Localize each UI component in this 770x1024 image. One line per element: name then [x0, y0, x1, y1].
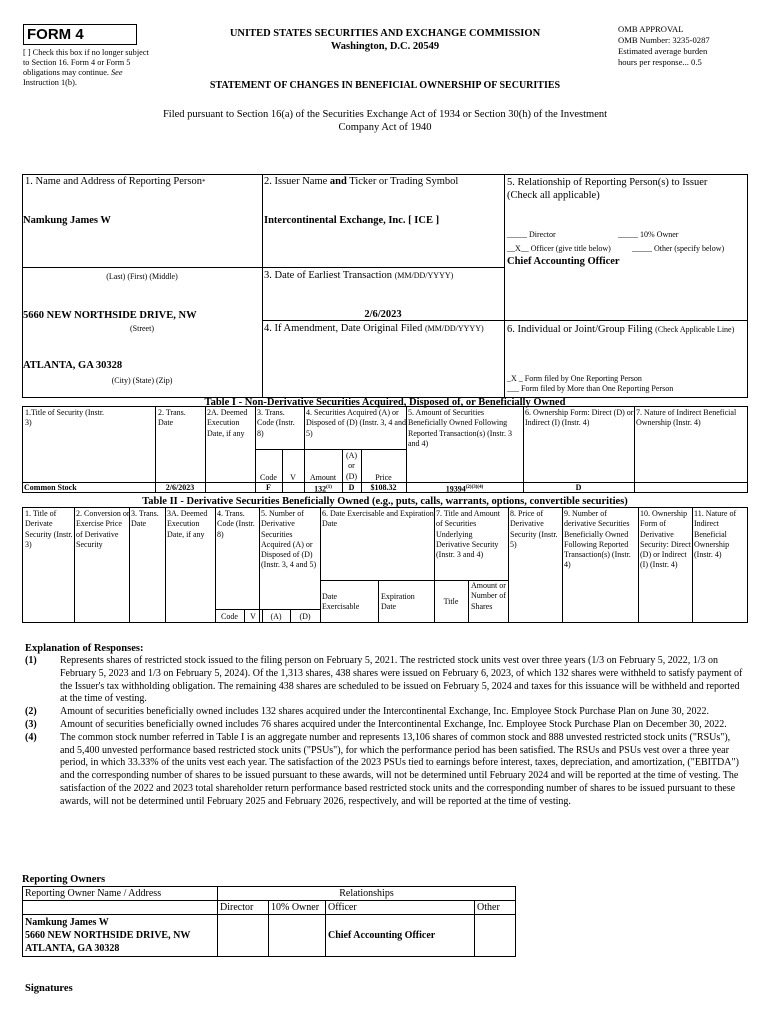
t1-col-date: 2. Trans. Date [158, 408, 186, 428]
filing-one-person-option[interactable]: _X _ Form filed by One Reporting Person [507, 374, 642, 383]
t1-row-form: D [575, 483, 582, 492]
other-checkbox[interactable]: _____ Other (specify below) [632, 244, 725, 253]
form-title: FORM 4 [27, 26, 84, 43]
ro-col-director: Director [218, 901, 269, 915]
statement-title: STATEMENT OF CHANGES IN BENEFICIAL OWNERSHIP OF SECURITIES [209, 80, 561, 91]
ro-row-officer: Chief Accounting Officer [326, 915, 475, 957]
ten-percent-owner-checkbox[interactable]: _____ 10% Owner [618, 230, 679, 239]
ro-col-relationships: Relationships [218, 887, 516, 901]
t1-col-nature: 7. Nature of Indirect Beneficial Ownership (Instr. 4) [636, 408, 737, 428]
t2-col-nature: 11. Nature of Indirect Beneficial Ownership (Instr. 4) [694, 509, 737, 560]
t2-sub-date-exercisable: Date Exercisable [322, 592, 360, 612]
t1-row-price: $108.32 [370, 483, 397, 492]
t2-sub-expiration: Expiration Date [381, 592, 415, 612]
t2-sub-code: Code [221, 612, 238, 621]
filed-pursuant: Filed pursuant to Section 16(a) of the Securities Exchange Act of 1934 or Section 30(h) of the Investment Company Act of 1940 [162, 109, 608, 133]
name-sub-label: (Last) (First) (Middle) [106, 272, 178, 281]
t2-sub-title: Title [443, 597, 459, 606]
ro-col-name: Reporting Owner Name / Address [23, 887, 218, 901]
ro-col-officer: Officer [326, 901, 475, 915]
reporting-owners-heading: Reporting Owners [22, 874, 106, 885]
ro-col-10pct: 10% Owner [269, 901, 326, 915]
box3-label: 3. Date of Earliest Transaction (MM/DD/YYYY) [264, 270, 454, 281]
t2-col-code: 4. Trans. Code (Instr. 8) [217, 509, 255, 539]
form-title-box [23, 24, 137, 45]
t2-sub-a: (A) [270, 612, 282, 621]
signatures-heading: Signatures [25, 983, 73, 994]
note-3: (3) Amount of securities beneficially owned includes 76 shares acquired under the Intercontinental Exchange, Inc. Employee Stock Purchase Plan on December 30, 2022. [25, 718, 727, 730]
reporting-owners-table [22, 886, 516, 957]
t2-col-underlying: 7. Title and Amount of Securities Underlying Derivative Security (Instr. 3 and 4) [436, 509, 501, 560]
note-1: (1) Represents shares of restricted stock issued to the filing person on February 5, 2021. The restricted stock units vest over three years (1/3 on February 5, 2022, 1/3 on February 5, 2023 and 1/3 on February 5, 2024). Of the 1,313 shares, 438 shares were issued on February 6, 2023, of which 132 shares were withheld to satisfy payment of the Issuer's tax withholding obligation. The remaining 438 shares are scheduled to be issued on February 5, 2024 and taxes for this issuance will be withheld and reported at the time of vesting. [25, 655, 743, 705]
t2-sub-d: (D) [299, 612, 311, 621]
street-sub-label: (Street) [130, 324, 154, 333]
note-4: (4) The common stock number referred in Table I is an aggregate number and represents 13,106 shares of common stock and 888 unvested restricted stock units ("RSUs"), and 5,400 unvested performance based restricted stock units ("PSUs"), for which the performance period has been satisfied. The RSUs and PSUs vest over a three year period, in which 33.33% of the units vest each year. The satisfaction of the 2023 PSUs tied to earnings before interest, taxes, depreciation, and amortization, ("EBITDA") and the corresponding number of shares to be issued pursuant to these awards, will not be determined until February 2024 and will be reported at the time of vesting. The satisfaction of the 2022 and 2023 total shareholder return performance based restricted stock units and the corresponding number of shares to be issued pursuant to these awards, will not be determined until February 2025 and February 2026, respectively, and will be reported at the time of vesting. [25, 731, 739, 807]
director-checkbox[interactable]: _____ Director [507, 230, 556, 239]
t2-col-deemed: 3A. Deemed Execution Date, if any [167, 509, 208, 539]
t2-col-owned: 9. Number of derivative Securities Beneficially Owned Following Reported Transaction(s) (Instr. 4) [564, 509, 631, 570]
t1-sub-v: V [290, 473, 296, 482]
t1-col-deemed: 2A. Deemed Execution Date, if any [207, 408, 248, 438]
reporting-person-city: ATLANTA, GA 30328 [23, 360, 123, 371]
explanation-notes [25, 655, 747, 809]
t1-sub-aord: (A) or (D) [345, 451, 358, 481]
reporting-person-name: Namkung James W [23, 215, 111, 226]
t1-col-owned: 5. Amount of Securities Beneficially Owned Following Reported Transaction(s) (Instr. 3 and 4) [408, 408, 512, 448]
t1-sub-price: Price [375, 473, 392, 482]
city-sub-label: (City) (State) (Zip) [111, 376, 173, 385]
table1-title: Table I - Non-Derivative Securities Acquired, Disposed of, or Beneficially Owned [204, 397, 566, 408]
t1-row-security: Common Stock [24, 483, 77, 492]
filing-multiple-persons-option[interactable]: ___ Form filed by More than One Reporting Person [507, 384, 674, 393]
t2-col-title: 1. Title of Derivate Security (Instr. 3) [25, 509, 73, 549]
t1-col-title: 1.Title of Security (Instr. 3) [25, 408, 105, 428]
t2-col-exercisable: 6. Date Exercisable and Expiration Date [322, 509, 434, 529]
explanation-heading: Explanation of Responses: [25, 643, 144, 654]
box2-label: 2. Issuer Name and Ticker or Trading Symbol [264, 176, 459, 187]
officer-checkbox[interactable]: __X__ Officer (give title below) [507, 244, 611, 253]
reporting-person-street: 5660 NEW NORTHSIDE DRIVE, NW [23, 310, 197, 321]
t1-col-code: 3. Trans. Code (Instr. 8) [257, 408, 295, 438]
t2-col-date: 3. Trans. Date [131, 509, 159, 529]
no-longer-subject-checkbox[interactable]: [ ] Check this box if no longer subject to Section 16. Form 4 or Form 5 obligations may continue. See Instruction 1(b). [23, 48, 149, 87]
t1-row-amount: 132$^{(1)}$ [314, 484, 332, 494]
t1-col-form: 6. Ownership Form: Direct (D) or Indirect (I) (Instr. 4) [525, 408, 634, 428]
agency-name: UNITED STATES SECURITIES AND EXCHANGE COMMISSION Washington, D.C. 20549 [229, 28, 541, 52]
box6-label: 6. Individual or Joint/Group Filing (Check Applicable Line) [507, 324, 735, 335]
box5-label: 5. Relationship of Reporting Person(s) to Issuer (Check all applicable) [507, 177, 708, 201]
omb-approval: OMB APPROVAL OMB Number: 3235-0287 Estimated average burden hours per response... 0.5 [618, 24, 710, 67]
ro-row-city: ATLANTA, GA 30328 [25, 943, 120, 954]
t1-row-code: F [266, 483, 271, 492]
t1-col-acquired: 4. Securities Acquired (A) or Disposed of (D) (Instr. 3, 4 and 5) [306, 408, 406, 438]
earliest-transaction-date: 2/6/2023 [364, 309, 402, 320]
ro-row [23, 915, 516, 957]
t1-row-owned: $19394^{(2)(3)(4)}$ [445, 484, 484, 494]
ro-row-street: 5660 NEW NORTHSIDE DRIVE, NW [25, 930, 191, 941]
t1-row-aord: D [348, 483, 355, 492]
officer-title: Chief Accounting Officer [507, 256, 620, 267]
note-2: (2) Amount of securities beneficially owned includes 132 shares acquired under the Intercontinental Exchange, Inc. Employee Stock Purchase Plan on June 30, 2022. [25, 706, 709, 718]
t2-sub-v: V [250, 612, 256, 621]
t2-col-form: 10. Ownership Form of Derivative Security: Direct (D) or Indirect (I) (Instr. 4) [640, 509, 691, 570]
issuer-name: Intercontinental Exchange, Inc. [ ICE ] [264, 215, 440, 226]
t2-sub-amount: Amount or Number of Shares [471, 581, 506, 611]
table2-title: Table II - Derivative Securities Beneficially Owned (e.g., puts, calls, warrants, options, convertible securities) [142, 496, 628, 507]
t1-row-date: 2/6/2023 [165, 483, 195, 492]
box1-label: 1. Name and Address of Reporting Person* [25, 176, 206, 187]
t1-sub-amount: Amount [309, 473, 337, 482]
t2-col-conversion: 2. Conversion or Exercise Price of Derivative Security [76, 509, 130, 549]
t2-col-price: 8. Price of Derivative Security (Instr. 5) [510, 509, 558, 549]
box4-label: 4. If Amendment, Date Original Filed (MM/DD/YYYY) [264, 323, 484, 334]
reporting-info-grid [22, 174, 748, 398]
t1-sub-code: Code [260, 473, 277, 482]
t2-col-number: 5. Number of Derivative Securities Acquired (A) or Disposed of (D) (Instr. 3, 4 and 5) [261, 509, 317, 570]
ro-row-name: Namkung James W [25, 917, 109, 928]
ro-col-other: Other [475, 901, 516, 915]
